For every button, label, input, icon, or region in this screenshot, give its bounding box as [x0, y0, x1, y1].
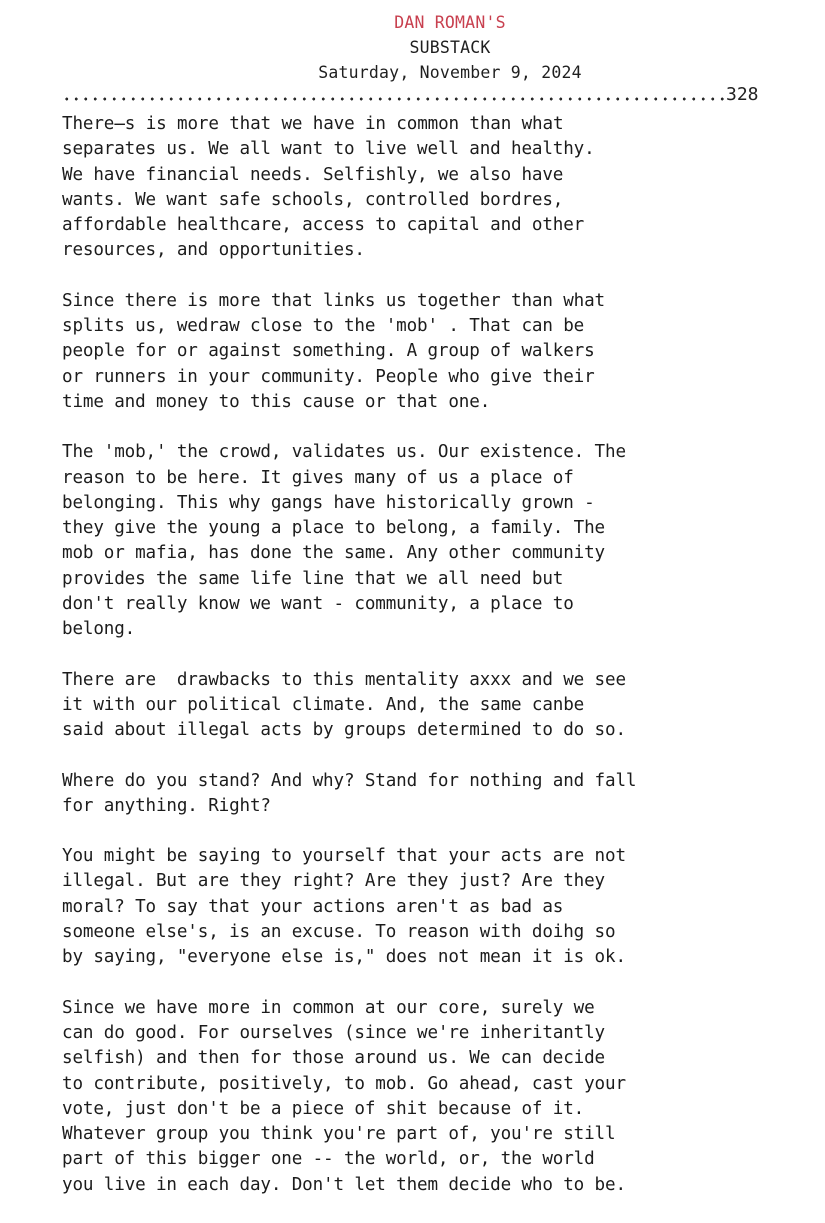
- page-number: 328: [726, 84, 759, 105]
- paragraph-3: The 'mob,' the crowd, validates us. Our existence. The reason to be here. It gives many of us a place of belonging. This why gangs have historically grown - they give the young a place to belong, a family. The mob or mafia, has done the same. Any other community provides the same life line that we all need but don't really know we want - community, a place to belong.: [62, 442, 626, 640]
- paragraph-1: There̶s is more that we have in common than what separates us. We all want to live well and healthy. We have financial needs. Selfishly, we also have wants. We want safe schools, controlled bordres, affordable healthcare, access to capital and other resources, and opportunities.: [62, 114, 595, 261]
- dotted-divider: [62, 95, 724, 103]
- page-header: [0, 10, 825, 85]
- article-body: [62, 112, 822, 1223]
- publication-heading: SUBSTACK: [409, 38, 491, 57]
- paragraph-2: Since there is more that links us together than what splits us, wedraw close to the 'mob' . That can be people for or against something. A group of walkers or runners in your community. People who give their time and money to this cause or that one.: [62, 290, 606, 412]
- paragraph-6: You might be saying to yourself that your acts are not illegal. But are they right? Are they just? Are they moral? To say that your actions aren't as bad as someone else's, is an excuse. To reason with doihg so by saying, "everyone else is," does not mean it is ok.: [62, 846, 626, 968]
- paragraph-5: Where do you stand? And why? Stand for nothing and fall for anything. Right?: [62, 770, 637, 816]
- paragraph-7: Since we have more in common at our core, surely we can do good. For ourselves (since we're inheritantly selfish) and then for those around us. We can decide to contribute, positively, to mob. Go ahead, cast your vote, just don't be a piece of shit because of it. Whatever group you think you're part of, you're still part of this bigger one -- the world, or, the world you live in each day. Don't let them decide who to be.: [62, 997, 626, 1195]
- author-heading: DAN ROMAN'S: [394, 13, 506, 32]
- date-line: Saturday, November 9, 2024: [318, 63, 582, 82]
- paragraph-4: There are drawbacks to this mentality axxx and we see it with our political climate. And, the same canbe said about illegal acts by groups determined to do so.: [62, 669, 626, 741]
- dotted-rule-row: [62, 85, 762, 109]
